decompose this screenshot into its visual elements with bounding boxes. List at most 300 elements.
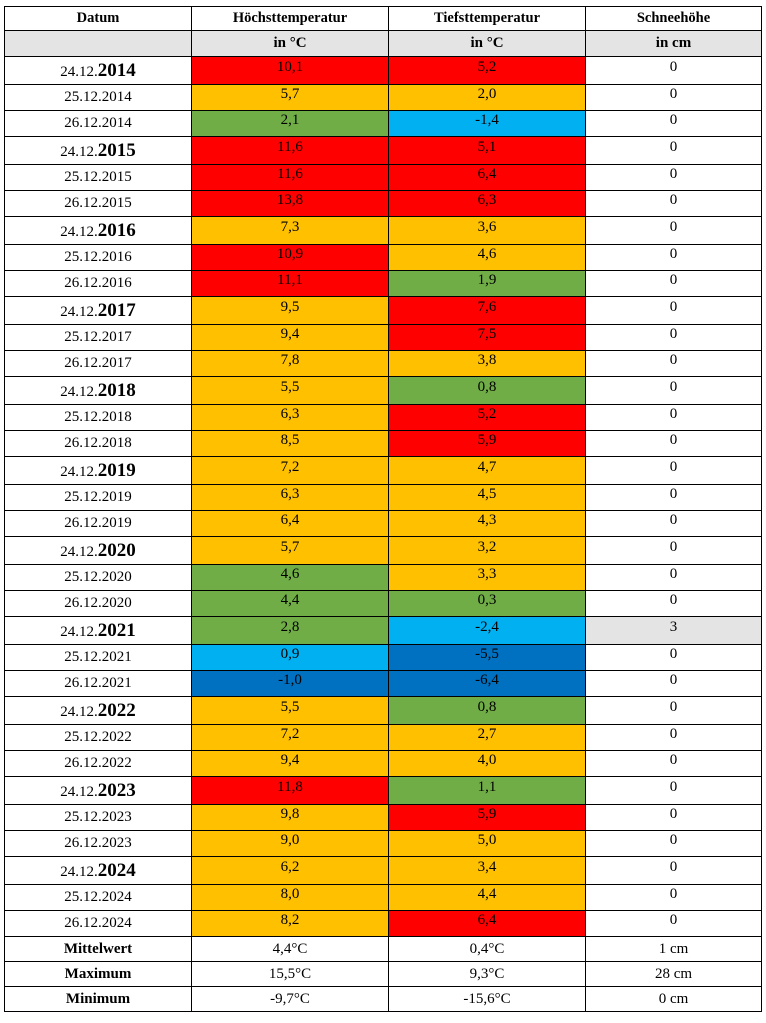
date-cell: [5, 645, 192, 671]
min-temp-value: 7,6: [477, 299, 497, 315]
header-row: [5, 7, 762, 31]
snow-depth-cell: [586, 511, 762, 537]
date-cell: [5, 485, 192, 511]
snow-depth-cell: [586, 831, 762, 857]
table-row: [5, 325, 762, 351]
table-row: [5, 271, 762, 297]
snow-depth-value: 0: [669, 432, 678, 448]
min-temp-cell: [389, 297, 586, 325]
date-year: 2019: [97, 460, 136, 481]
snow-depth-cell: [586, 431, 762, 457]
max-temp-cell: [192, 617, 389, 645]
snow-depth-cell: [586, 217, 762, 245]
table-row: [5, 671, 762, 697]
table-row: [5, 137, 762, 165]
date-text: 26.12.2014: [64, 115, 132, 131]
table-row: [5, 405, 762, 431]
units-row: [5, 31, 762, 57]
date-text: 25.12.2020: [64, 569, 132, 585]
snow-depth-value: 0: [669, 352, 678, 368]
snow-depth-value: 0: [669, 859, 678, 875]
snow-depth-value: 0: [669, 219, 678, 235]
date-cell: [5, 671, 192, 697]
table-row: [5, 725, 762, 751]
date-cell: [5, 351, 192, 377]
snow-depth-cell: [586, 697, 762, 725]
max-temp-cell: [192, 857, 389, 885]
date-text: 24.12.: [60, 464, 98, 480]
max-temp-value: 11,6: [277, 166, 303, 182]
table-row: [5, 697, 762, 725]
snow-depth-value: 0: [669, 246, 678, 262]
max-temp-cell: [192, 431, 389, 457]
snow-depth-value: 0: [669, 299, 678, 315]
date-year: 2015: [97, 140, 136, 161]
date-text: 26.12.2017: [64, 355, 132, 371]
min-temp-value: -2,4: [475, 619, 499, 635]
snow-depth-cell: [586, 645, 762, 671]
table-row: [5, 217, 762, 245]
min-temp-cell: [389, 831, 586, 857]
summary-snow: 1 cm: [586, 937, 762, 962]
min-temp-cell: [389, 85, 586, 111]
max-temp-cell: [192, 245, 389, 271]
min-temp-cell: [389, 857, 586, 885]
date-cell: [5, 457, 192, 485]
table-row: [5, 111, 762, 137]
min-temp-value: 0,8: [477, 699, 497, 715]
table-row: [5, 165, 762, 191]
table-row: [5, 377, 762, 405]
snow-depth-value: 0: [669, 912, 678, 928]
snow-depth-value: 0: [669, 672, 678, 688]
snow-depth-value: 0: [669, 59, 678, 75]
min-temp-cell: [389, 537, 586, 565]
snow-depth-cell: [586, 377, 762, 405]
max-temp-cell: [192, 511, 389, 537]
min-temp-cell: [389, 377, 586, 405]
min-temp-value: 5,2: [477, 406, 497, 422]
min-temp-cell: [389, 885, 586, 911]
snow-depth-value: 0: [669, 646, 678, 662]
snow-depth-value: 0: [669, 112, 678, 128]
date-text: 26.12.2019: [64, 515, 132, 531]
min-temp-value: 4,6: [477, 246, 497, 262]
date-cell: [5, 325, 192, 351]
date-text: 24.12.: [60, 144, 98, 160]
summary-row: [5, 987, 762, 1012]
table-row: [5, 85, 762, 111]
snow-depth-cell: [586, 751, 762, 777]
snow-depth-value: 0: [669, 486, 678, 502]
snow-depth-cell: [586, 405, 762, 431]
snow-depth-cell: [586, 617, 762, 645]
min-temp-cell: [389, 271, 586, 297]
max-temp-value: 11,6: [277, 139, 303, 155]
date-text: 26.12.2024: [64, 915, 132, 931]
snow-depth-value: 3: [669, 619, 678, 635]
min-temp-cell: [389, 751, 586, 777]
min-temp-value: 7,5: [477, 326, 497, 342]
min-temp-value: 4,0: [477, 752, 497, 768]
date-cell: [5, 191, 192, 217]
min-temp-value: 5,1: [477, 139, 497, 155]
table-row: [5, 777, 762, 805]
date-cell: [5, 617, 192, 645]
table-row: [5, 857, 762, 885]
min-temp-cell: [389, 725, 586, 751]
date-cell: [5, 111, 192, 137]
snow-depth-cell: [586, 325, 762, 351]
snow-depth-cell: [586, 857, 762, 885]
max-temp-cell: [192, 645, 389, 671]
min-temp-value: 3,2: [477, 539, 497, 555]
summary-label: Mittelwert: [5, 937, 192, 962]
date-text: 25.12.2016: [64, 249, 132, 265]
max-temp-value: 11,8: [277, 779, 303, 795]
date-text: 26.12.2016: [64, 275, 132, 291]
date-cell: [5, 911, 192, 937]
max-temp-cell: [192, 351, 389, 377]
date-text: 26.12.2018: [64, 435, 132, 451]
date-text: 24.12.: [60, 384, 98, 400]
table-row: [5, 751, 762, 777]
header-max-temp: Höchsttemperatur: [192, 7, 389, 31]
max-temp-value: 9,8: [280, 806, 300, 822]
min-temp-cell: [389, 805, 586, 831]
snow-depth-value: 0: [669, 726, 678, 742]
date-text: 24.12.: [60, 224, 98, 240]
date-cell: [5, 271, 192, 297]
max-temp-cell: [192, 537, 389, 565]
min-temp-cell: [389, 671, 586, 697]
date-cell: [5, 697, 192, 725]
snow-depth-value: 0: [669, 459, 678, 475]
snow-depth-value: 0: [669, 192, 678, 208]
max-temp-cell: [192, 885, 389, 911]
date-year: 2018: [97, 380, 136, 401]
date-text: 24.12.: [60, 784, 98, 800]
date-cell: [5, 431, 192, 457]
snow-depth-cell: [586, 485, 762, 511]
summary-snow: 28 cm: [586, 962, 762, 987]
snow-depth-cell: [586, 191, 762, 217]
min-temp-value: -6,4: [475, 672, 499, 688]
max-temp-value: 5,7: [280, 86, 300, 102]
date-cell: [5, 85, 192, 111]
summary-min: 0,4°C: [389, 937, 586, 962]
max-temp-value: 13,8: [276, 192, 304, 208]
snow-depth-value: 0: [669, 806, 678, 822]
snow-depth-value: 0: [669, 699, 678, 715]
min-temp-cell: [389, 57, 586, 85]
min-temp-cell: [389, 645, 586, 671]
date-year: 2014: [97, 60, 136, 81]
max-temp-cell: [192, 377, 389, 405]
max-temp-cell: [192, 325, 389, 351]
snow-depth-cell: [586, 911, 762, 937]
unit-min-temp: in °C: [389, 31, 586, 57]
date-cell: [5, 297, 192, 325]
snow-depth-cell: [586, 777, 762, 805]
summary-min: 9,3°C: [389, 962, 586, 987]
min-temp-cell: [389, 565, 586, 591]
max-temp-value: 7,3: [280, 219, 300, 235]
max-temp-value: 6,3: [280, 406, 300, 422]
max-temp-value: 9,4: [280, 752, 300, 768]
summary-row: [5, 962, 762, 987]
date-text: 24.12.: [60, 704, 98, 720]
header-min-temp: Tiefsttemperatur: [389, 7, 586, 31]
min-temp-cell: [389, 911, 586, 937]
max-temp-cell: [192, 57, 389, 85]
unit-snow: in cm: [586, 31, 762, 57]
min-temp-value: 5,2: [477, 59, 497, 75]
unit-date-empty: [5, 31, 192, 57]
max-temp-value: 4,6: [280, 566, 300, 582]
min-temp-value: -1,4: [475, 112, 499, 128]
max-temp-cell: [192, 805, 389, 831]
date-text: 25.12.2021: [64, 649, 132, 665]
max-temp-value: 8,0: [280, 886, 300, 902]
snow-depth-cell: [586, 725, 762, 751]
min-temp-cell: [389, 191, 586, 217]
max-temp-cell: [192, 777, 389, 805]
min-temp-cell: [389, 217, 586, 245]
table-row: [5, 57, 762, 85]
max-temp-cell: [192, 405, 389, 431]
min-temp-cell: [389, 511, 586, 537]
min-temp-cell: [389, 697, 586, 725]
date-text: 24.12.: [60, 64, 98, 80]
min-temp-cell: [389, 111, 586, 137]
date-year: 2020: [97, 540, 136, 561]
date-text: 26.12.2021: [64, 675, 132, 691]
min-temp-value: 2,0: [477, 86, 497, 102]
max-temp-cell: [192, 751, 389, 777]
max-temp-value: 6,3: [280, 486, 300, 502]
max-temp-value: 2,1: [280, 112, 300, 128]
date-cell: [5, 831, 192, 857]
max-temp-cell: [192, 671, 389, 697]
date-year: 2021: [97, 620, 136, 641]
date-text: 24.12.: [60, 304, 98, 320]
min-temp-value: 0,3: [477, 592, 497, 608]
max-temp-value: 7,2: [280, 726, 300, 742]
date-cell: [5, 537, 192, 565]
date-year: 2022: [97, 700, 136, 721]
table-row: [5, 617, 762, 645]
max-temp-value: 10,9: [276, 246, 304, 262]
date-cell: [5, 245, 192, 271]
date-text: 25.12.2017: [64, 329, 132, 345]
min-temp-value: 4,5: [477, 486, 497, 502]
min-temp-value: 6,3: [477, 192, 497, 208]
table-row: [5, 457, 762, 485]
min-temp-cell: [389, 591, 586, 617]
table-row: [5, 245, 762, 271]
table-row: [5, 805, 762, 831]
max-temp-value: 4,4: [280, 592, 300, 608]
min-temp-cell: [389, 137, 586, 165]
table-row: [5, 537, 762, 565]
min-temp-cell: [389, 405, 586, 431]
date-text: 25.12.2024: [64, 889, 132, 905]
snow-depth-cell: [586, 885, 762, 911]
date-cell: [5, 805, 192, 831]
date-cell: [5, 137, 192, 165]
snow-depth-cell: [586, 111, 762, 137]
max-temp-cell: [192, 85, 389, 111]
date-text: 26.12.2023: [64, 835, 132, 851]
min-temp-value: 2,7: [477, 726, 497, 742]
date-text: 24.12.: [60, 544, 98, 560]
max-temp-value: 7,2: [280, 459, 300, 475]
snow-depth-value: 0: [669, 326, 678, 342]
table-row: [5, 645, 762, 671]
snow-depth-value: 0: [669, 406, 678, 422]
min-temp-cell: [389, 245, 586, 271]
min-temp-cell: [389, 431, 586, 457]
weather-table: [4, 6, 762, 1012]
max-temp-value: 9,5: [280, 299, 300, 315]
snow-depth-cell: [586, 271, 762, 297]
snow-depth-value: 0: [669, 752, 678, 768]
max-temp-value: 5,5: [280, 699, 300, 715]
table-row: [5, 511, 762, 537]
snow-depth-value: 0: [669, 512, 678, 528]
date-text: 25.12.2019: [64, 489, 132, 505]
max-temp-cell: [192, 591, 389, 617]
table-row: [5, 591, 762, 617]
max-temp-value: 6,2: [280, 859, 300, 875]
max-temp-value: 8,5: [280, 432, 300, 448]
summary-label: Minimum: [5, 987, 192, 1012]
table-row: [5, 485, 762, 511]
date-text: 25.12.2015: [64, 169, 132, 185]
min-temp-value: 6,4: [477, 912, 497, 928]
date-cell: [5, 725, 192, 751]
table-row: [5, 885, 762, 911]
max-temp-cell: [192, 165, 389, 191]
max-temp-value: 6,4: [280, 512, 300, 528]
snow-depth-cell: [586, 85, 762, 111]
unit-max-temp: in °C: [192, 31, 389, 57]
max-temp-value: 2,8: [280, 619, 300, 635]
date-year: 2016: [97, 220, 136, 241]
max-temp-value: 11,1: [277, 272, 303, 288]
date-text: 25.12.2018: [64, 409, 132, 425]
max-temp-value: 9,0: [280, 832, 300, 848]
min-temp-value: 0,8: [477, 379, 497, 395]
snow-depth-value: 0: [669, 832, 678, 848]
summary-label: Maximum: [5, 962, 192, 987]
snow-depth-cell: [586, 297, 762, 325]
summary-max: -9,7°C: [192, 987, 389, 1012]
date-year: 2024: [97, 860, 136, 881]
max-temp-cell: [192, 217, 389, 245]
min-temp-cell: [389, 325, 586, 351]
max-temp-value: 0,9: [280, 646, 300, 662]
snow-depth-value: 0: [669, 379, 678, 395]
snow-depth-value: 0: [669, 592, 678, 608]
min-temp-cell: [389, 457, 586, 485]
summary-max: 15,5°C: [192, 962, 389, 987]
max-temp-value: 9,4: [280, 326, 300, 342]
date-cell: [5, 405, 192, 431]
min-temp-value: 3,4: [477, 859, 497, 875]
header-date: Datum: [5, 7, 192, 31]
max-temp-cell: [192, 911, 389, 937]
min-temp-value: 5,0: [477, 832, 497, 848]
date-cell: [5, 751, 192, 777]
min-temp-value: 3,3: [477, 566, 497, 582]
min-temp-value: 5,9: [477, 432, 497, 448]
max-temp-value: 5,7: [280, 539, 300, 555]
max-temp-cell: [192, 271, 389, 297]
max-temp-cell: [192, 191, 389, 217]
snow-depth-cell: [586, 457, 762, 485]
min-temp-cell: [389, 617, 586, 645]
header-snow-depth: Schneehöhe: [586, 7, 762, 31]
snow-depth-value: 0: [669, 272, 678, 288]
max-temp-cell: [192, 831, 389, 857]
snow-depth-value: 0: [669, 86, 678, 102]
table-row: [5, 431, 762, 457]
date-text: 25.12.2022: [64, 729, 132, 745]
min-temp-value: 1,1: [477, 779, 497, 795]
min-temp-value: 4,4: [477, 886, 497, 902]
snow-depth-cell: [586, 57, 762, 85]
date-cell: [5, 591, 192, 617]
date-cell: [5, 217, 192, 245]
snow-depth-cell: [586, 137, 762, 165]
max-temp-cell: [192, 725, 389, 751]
date-cell: [5, 857, 192, 885]
max-temp-value: 8,2: [280, 912, 300, 928]
summary-row: [5, 937, 762, 962]
snow-depth-cell: [586, 165, 762, 191]
date-text: 26.12.2020: [64, 595, 132, 611]
max-temp-cell: [192, 137, 389, 165]
max-temp-cell: [192, 111, 389, 137]
summary-max: 4,4°C: [192, 937, 389, 962]
snow-depth-cell: [586, 245, 762, 271]
date-year: 2023: [97, 780, 136, 801]
max-temp-cell: [192, 297, 389, 325]
min-temp-cell: [389, 485, 586, 511]
min-temp-value: 1,9: [477, 272, 497, 288]
max-temp-cell: [192, 697, 389, 725]
table-body: [5, 57, 762, 1012]
snow-depth-value: 0: [669, 139, 678, 155]
date-text: 26.12.2015: [64, 195, 132, 211]
date-year: 2017: [97, 300, 136, 321]
table-row: [5, 831, 762, 857]
min-temp-value: 6,4: [477, 166, 497, 182]
date-cell: [5, 565, 192, 591]
min-temp-value: 4,7: [477, 459, 497, 475]
max-temp-cell: [192, 457, 389, 485]
snow-depth-value: 0: [669, 566, 678, 582]
snow-depth-cell: [586, 671, 762, 697]
snow-depth-cell: [586, 805, 762, 831]
table-row: [5, 565, 762, 591]
snow-depth-value: 0: [669, 539, 678, 555]
date-text: 24.12.: [60, 864, 98, 880]
snow-depth-cell: [586, 565, 762, 591]
table-row: [5, 351, 762, 377]
